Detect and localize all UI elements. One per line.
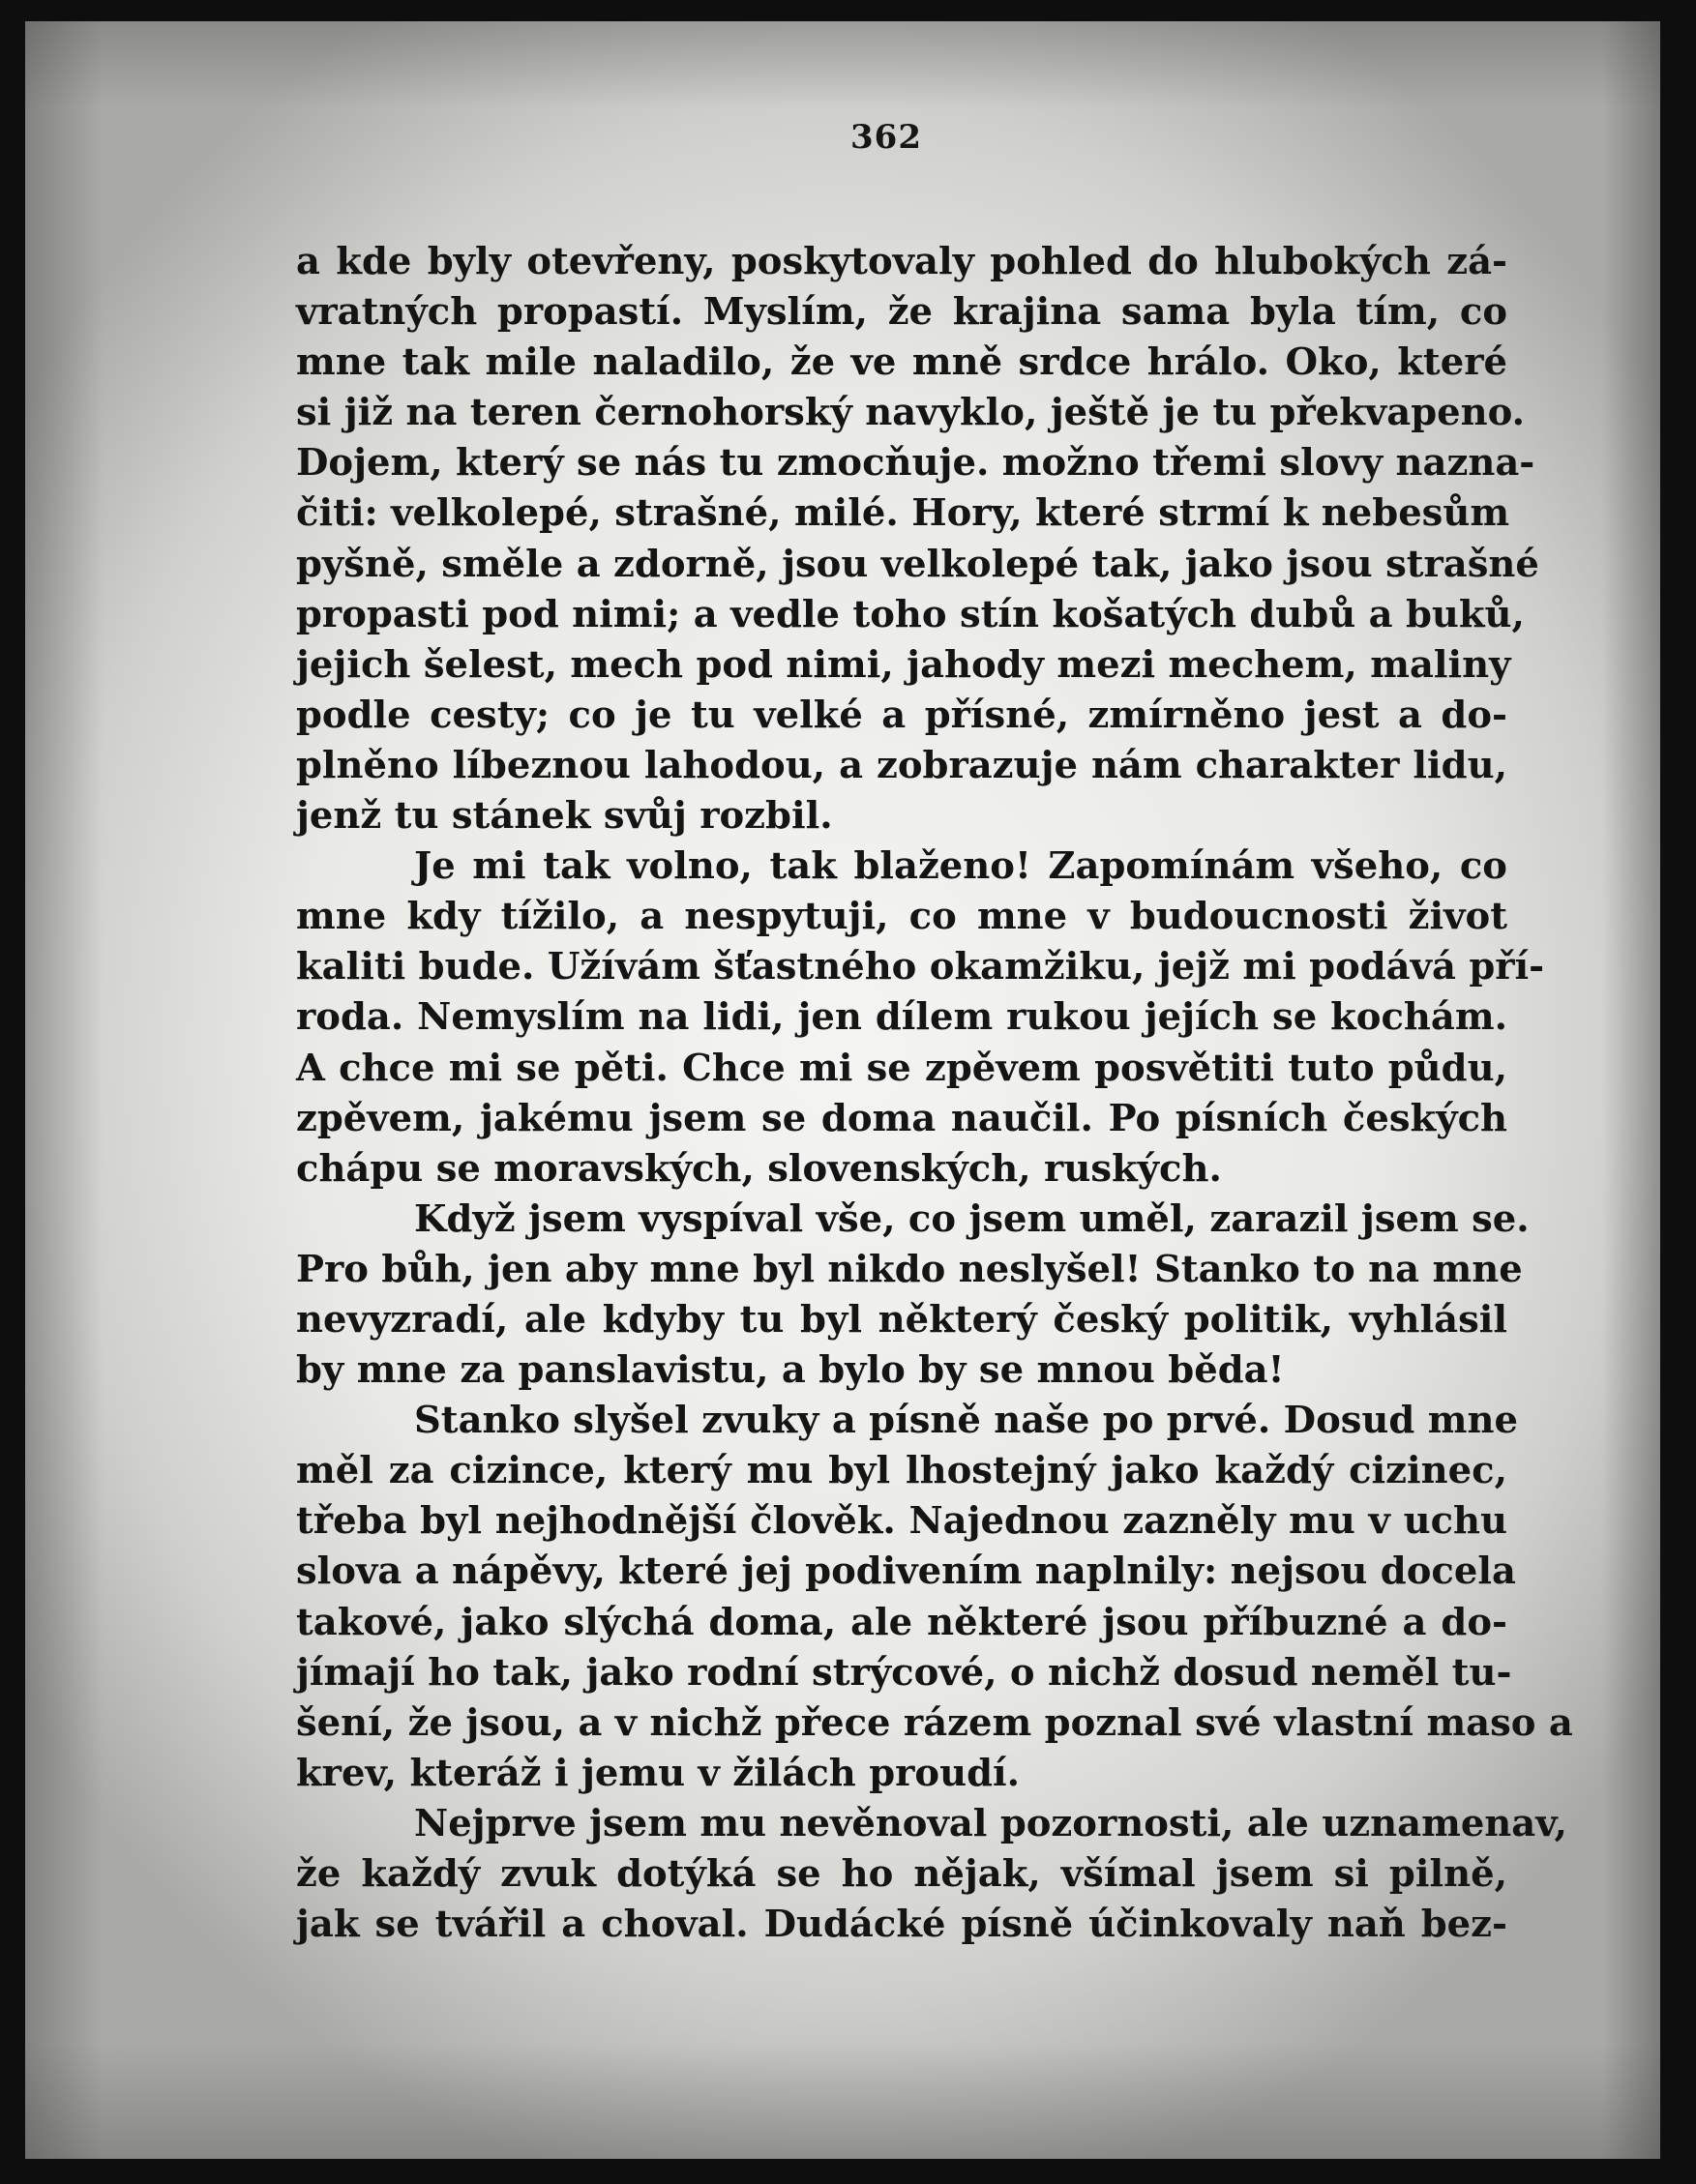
text-line: A chce mi se pěti. Chce mi se zpěvem posvětiti tuto půdu, [296, 1046, 1507, 1090]
text-line: šení, že jsou, a v nichž přece rázem poznal své vlastní maso a [296, 1700, 1573, 1745]
text-line: a kde byly otevřeny, poskytovaly pohled do hlubokých zá- [296, 240, 1507, 283]
page-shadow-left [25, 21, 103, 2159]
text-line: Dojem, který se nás tu zmocňuje. možno třemi slovy nazna- [296, 441, 1535, 486]
paragraph-end-line: krev, kteráž i jemu v žilách proudí. [296, 1751, 1021, 1795]
page-number: 362 [850, 118, 922, 157]
text-line: nevyzradí, ale kdyby tu byl některý český politik, vyhlásil [296, 1297, 1507, 1342]
page-shadow-top [25, 21, 1660, 108]
text-line: vratných propastí. Myslím, že krajina sama byla tím, co [296, 290, 1507, 335]
text-line: třeba byl nejhodnější člověk. Najednou zazněly mu v uchu [296, 1499, 1507, 1544]
text-line: mne tak mile naladilo, že ve mně srdce hrálo. Oko, které [296, 340, 1507, 385]
text-line: měl za cizince, který mu byl lhostejný jako každý cizinec, [296, 1449, 1507, 1493]
text-line: pyšně, směle a zdorně, jsou velkolepé tak, jako jsou strašné [296, 542, 1539, 586]
text-line: čiti: velkolepé, strašné, milé. Hory, které strmí k nebesům [296, 491, 1510, 536]
text-line: si již na teren černohorský navyklo, ještě je tu překvapeno. [296, 391, 1526, 435]
paragraph-start-line: Je mi tak volno, tak blaženo! Zapomínám všeho, co [414, 844, 1507, 889]
paragraph-start-line: Nejprve jsem mu nevěnoval pozornosti, ale uznamenav, [414, 1801, 1567, 1845]
paragraph-end-line: chápu se moravských, slovenských, ruských. [296, 1146, 1222, 1191]
text-line: propasti pod nimi; a vedle toho stín košatých dubů a buků, [296, 592, 1525, 636]
text-line: podle cesty; co je tu velké a přísné, zmírněno jest a do- [296, 693, 1507, 737]
text-line: mne kdy tížilo, a nespytuji, co mne v budoucnosti život [296, 895, 1507, 939]
page-shadow-bottom [25, 2043, 1660, 2159]
text-line: roda. Nemyslím na lidi, jen dílem rukou jejích se kochám. [296, 995, 1507, 1040]
paragraph-start-line: Když jsem vyspíval vše, co jsem uměl, zarazil jsem se. [414, 1196, 1530, 1241]
text-line: jímají ho tak, jako rodní strýcové, o nichž dosud neměl tu- [296, 1650, 1512, 1695]
text-line: Pro bůh, jen aby mne byl nikdo neslyšel! Stanko to na mne [296, 1247, 1523, 1291]
page-shadow-right [1602, 21, 1660, 2159]
text-line: plněno líbeznou lahodou, a zobrazuje nám charakter lidu, [296, 743, 1507, 787]
body-text [296, 237, 1573, 1950]
text-line: kaliti bude. Užívám šťastného okamžiku, jejž mi podává pří- [296, 945, 1545, 989]
text-line: zpěvem, jakému jsem se doma naučil. Po písních českých [296, 1096, 1507, 1140]
text-line: jak se tvářil a choval. Dudácké písně účinkovaly naň bez- [296, 1903, 1507, 1947]
text-line: jejich šelest, mech pod nimi, jahody mezi mechem, maliny [296, 642, 1511, 687]
text-line: slova a nápěvy, které jej podivením naplnily: nejsou docela [296, 1549, 1516, 1594]
paragraph-end-line: by mne za panslavistu, a bylo by se mnou běda! [296, 1348, 1285, 1393]
paragraph-start-line: Stanko slyšel zvuky a písně naše po prvé. Dosud mne [414, 1399, 1518, 1443]
paragraph-end-line: jenž tu stánek svůj rozbil. [296, 794, 833, 839]
text-line: že každý zvuk dotýká se ho nějak, všímal jsem si pilně, [296, 1852, 1507, 1896]
text-line: takové, jako slýchá doma, ale některé jsou příbuzné a do- [296, 1600, 1507, 1644]
